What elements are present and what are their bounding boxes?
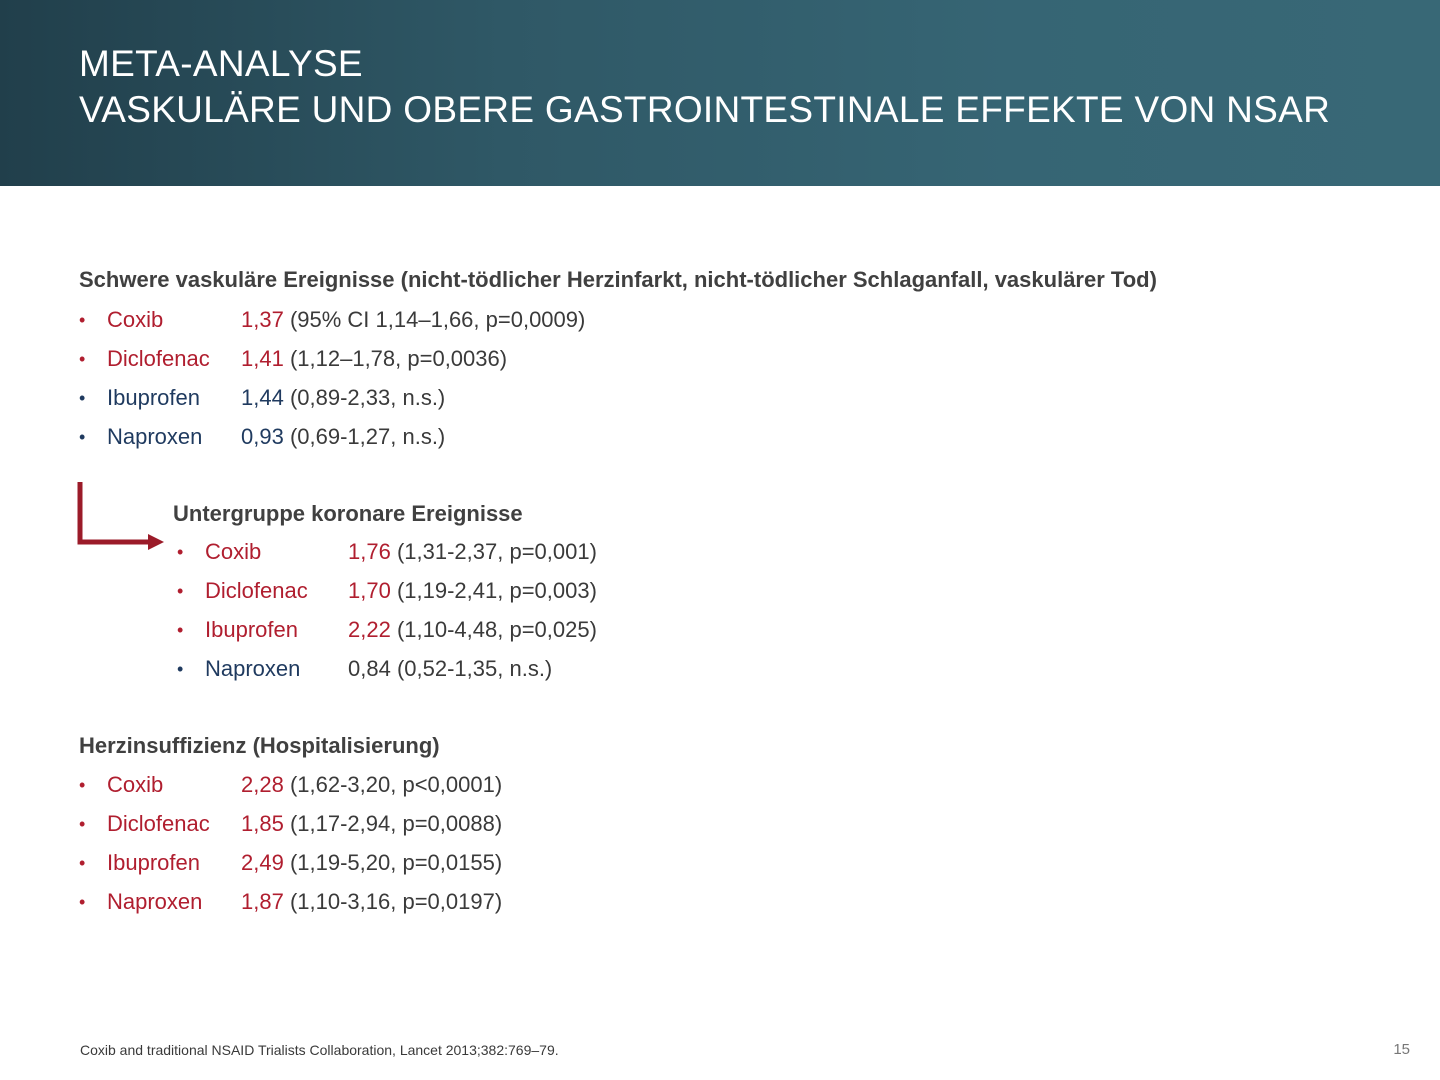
- result-text: [241, 770, 502, 800]
- risk-ratio-value: 1,37: [241, 307, 284, 332]
- slide-title-line-1: META-ANALYSE: [79, 43, 363, 84]
- drug-name: Naproxen: [205, 656, 301, 681]
- drug-name: Diclofenac: [107, 346, 210, 371]
- drug-name: Coxib: [205, 539, 262, 564]
- section-heading-vascular-events: Schwere vaskuläre Ereignisse (nicht-tödlicher Herzinfarkt, nicht-tödlicher Schlaganfall, vaskulärer Tod): [79, 267, 1157, 292]
- confidence-interval: (1,31-2,37, p=0,001): [396, 539, 597, 564]
- result-text: [348, 615, 597, 645]
- list-item: [79, 344, 779, 374]
- risk-ratio-value: 1,41: [241, 346, 284, 371]
- drug-name: Coxib: [107, 772, 164, 797]
- risk-ratio-value: 1,85: [241, 811, 284, 836]
- list-item: [79, 383, 779, 413]
- bullet-icon: •: [79, 349, 86, 369]
- list-item: [79, 887, 779, 917]
- list-item: [79, 770, 779, 800]
- result-text: [241, 383, 445, 413]
- drug-name: Ibuprofen: [205, 617, 298, 642]
- section-heading-coronary-subgroup: Untergruppe koronare Ereignisse: [173, 501, 523, 526]
- risk-ratio-value: 2,28: [241, 772, 284, 797]
- slide-title-line-2: VASKULÄRE UND OBERE GASTROINTESTINALE EFFEKTE VON NSAR: [79, 89, 1331, 130]
- risk-ratio-value: 1,70: [348, 578, 391, 603]
- risk-ratio-value: 1,44: [241, 385, 284, 410]
- drug-name: Diclofenac: [205, 578, 308, 603]
- drug-name: Naproxen: [107, 889, 203, 914]
- risk-ratio-value: 0,84: [348, 656, 391, 681]
- bullet-icon: •: [79, 892, 86, 912]
- list-item: [79, 422, 779, 452]
- bullet-icon: •: [79, 427, 86, 447]
- result-text: [241, 305, 585, 335]
- list-item: [79, 305, 779, 335]
- list-item: [177, 654, 877, 684]
- result-text: [348, 576, 597, 606]
- list-item: [177, 537, 877, 567]
- section-heading-heart-failure: Herzinsuffizienz (Hospitalisierung): [79, 733, 440, 758]
- result-text: [241, 848, 502, 878]
- confidence-interval: (0,89-2,33, n.s.): [289, 385, 446, 410]
- drug-name: Naproxen: [107, 424, 203, 449]
- title-banner: [0, 0, 1440, 186]
- list-item: [79, 848, 779, 878]
- result-text: [241, 887, 502, 917]
- page-number: 15: [1393, 1041, 1410, 1058]
- risk-ratio-value: 2,22: [348, 617, 391, 642]
- bullet-icon: •: [79, 814, 86, 834]
- citation-footnote: Coxib and traditional NSAID Trialists Collaboration, Lancet 2013;382:769–79.: [80, 1042, 559, 1058]
- bullet-icon: •: [79, 310, 86, 330]
- result-text: [241, 422, 445, 452]
- drug-name: Ibuprofen: [107, 385, 200, 410]
- confidence-interval: (95% CI 1,14–1,66, p=0,0009): [289, 307, 586, 332]
- drug-name: Coxib: [107, 307, 164, 332]
- risk-ratio-value: 2,49: [241, 850, 284, 875]
- result-text: [241, 809, 502, 839]
- result-text: [348, 654, 552, 684]
- bullet-icon: •: [177, 542, 184, 562]
- confidence-interval: (1,17-2,94, p=0,0088): [289, 811, 503, 836]
- bullet-icon: •: [177, 581, 184, 601]
- list-item: [177, 615, 877, 645]
- confidence-interval: (0,52-1,35, n.s.): [396, 656, 553, 681]
- confidence-interval: (1,19-2,41, p=0,003): [396, 578, 597, 603]
- result-text: [241, 344, 507, 374]
- risk-ratio-value: 0,93: [241, 424, 284, 449]
- list-item: [79, 809, 779, 839]
- confidence-interval: (1,19-5,20, p=0,0155): [289, 850, 503, 875]
- bullet-icon: •: [79, 853, 86, 873]
- drug-name: Ibuprofen: [107, 850, 200, 875]
- confidence-interval: (1,10-4,48, p=0,025): [396, 617, 597, 642]
- risk-ratio-value: 1,76: [348, 539, 391, 564]
- bullet-icon: •: [79, 388, 86, 408]
- list-item: [177, 576, 877, 606]
- result-text: [348, 537, 597, 567]
- risk-ratio-value: 1,87: [241, 889, 284, 914]
- confidence-interval: (0,69-1,27, n.s.): [289, 424, 446, 449]
- bullet-icon: •: [79, 775, 86, 795]
- confidence-interval: (1,12–1,78, p=0,0036): [289, 346, 508, 371]
- confidence-interval: (1,62-3,20, p<0,0001): [289, 772, 503, 797]
- drug-name: Diclofenac: [107, 811, 210, 836]
- subgroup-arrow-icon: [76, 480, 168, 556]
- bullet-icon: •: [177, 659, 184, 679]
- confidence-interval: (1,10-3,16, p=0,0197): [289, 889, 503, 914]
- bullet-icon: •: [177, 620, 184, 640]
